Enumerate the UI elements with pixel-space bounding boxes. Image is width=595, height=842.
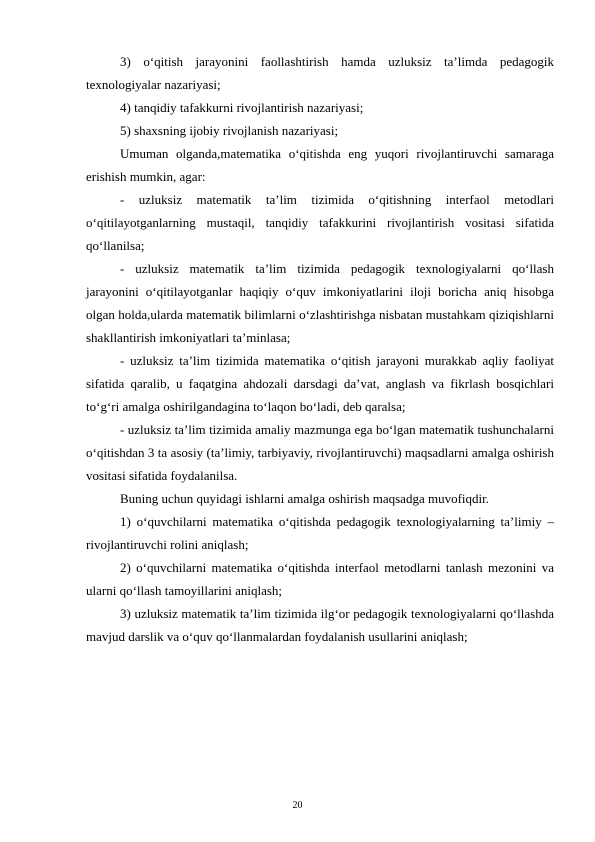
paragraph-task-3: 3) uzluksiz matematik ta’lim tizimida ilg‘or pedagogik texnologiyalarni qo‘llashda mavjud darslik va o‘quv qo‘llanmalardan foydalanish usullarini aniqlash; [86,606,554,644]
paragraph-theory-3: 3) o‘qitish jarayonini faollashtirish hamda uzluksiz ta’limda pedagogik texnologiyalar nazariyasi; [86,54,554,92]
page-number: 20 [292,800,303,811]
paragraph-tasks-intro: Buning uchun quyidagi ishlarni amalga oshirish maqsadga muvofiqdir. [120,491,490,506]
document-body [86,50,554,648]
paragraph-theory-4: 4) tanqidiy tafakkurni rivojlantirish nazariyasi; [120,100,364,115]
paragraph-condition-4: - uzluksiz ta’lim tizimida amaliy mazmunga ega bo‘lgan matematik tushunchalarni o‘qitishdan 3 ta asosiy (ta’limiy, tarbiyaviy, rivojlantiruvchi) maqsadlarni amalga oshirish vositasi sifatida foydalanilsa. [86,422,554,483]
paragraph-theory-5: 5) shaxsning ijobiy rivojlanish nazariyasi; [120,123,339,138]
paragraph-task-2: 2) o‘quvchilarni matematika o‘qitishda interfaol metodlarni tanlash mezonini va ularni qo‘llash tamoyillarini aniqlash; [86,560,554,598]
paragraph-task-1: 1) o‘quvchilarni matematika o‘qitishda pedagogik texnologiyalarning ta’limiy – rivojlantiruvchi rolini aniqlash; [86,514,554,552]
paragraph-intro-conditions: Umuman olganda,matematika o‘qitishda eng yuqori rivojlantiruvchi samaraga erishish mumkin, agar: [86,146,554,184]
paragraph-condition-3: - uzluksiz ta’lim tizimida matematika o‘qitish jarayoni murakkab aqliy faoliyat sifatida qaralib, u faqatgina ahdozali darsdagi da’vat, anglash va fikrlash bosqichlari to‘g‘ri amalga oshirilgandagina to‘laqon bo‘ladi, deb qaralsa; [86,353,554,414]
paragraph-condition-2: - uzluksiz matematik ta’lim tizimida pedagogik texnologiyalarni qo‘llash jarayonini o‘qitilayotganlar haqiqiy o‘quv imkoniyatlarini iloji boricha aniq hisobga olgan holda,ularda matematik bilimlarni o‘zlashtirishga nisbatan mustahkam qiziqishlarni shakllantirish imkoniyatlari ta’minlasa; [86,261,554,345]
paragraph-condition-1: - uzluksiz matematik ta’lim tizimida o‘qitishning interfaol metodlari o‘qitilayotganlarning mustaqil, tanqidiy tafakkurini rivojlantirish vositasi sifatida qo‘llanilsa; [86,192,554,253]
